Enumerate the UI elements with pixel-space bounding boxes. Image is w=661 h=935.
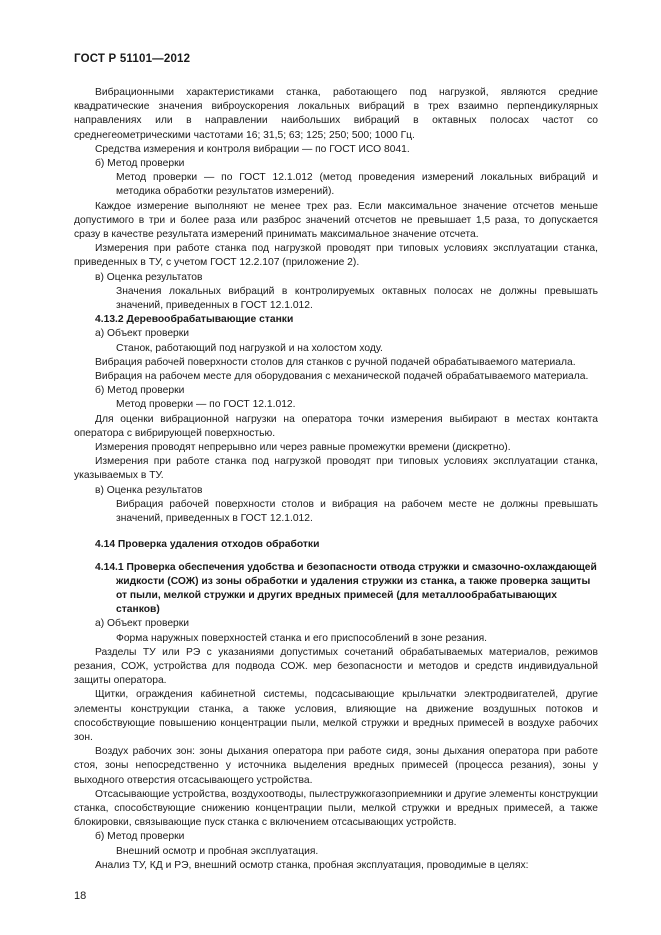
paragraph: Каждое измерение выполняют не менее трех раз. Если максимальное значение отсчетов меньше допустимого в три и более раза или разброс значений отсчетов не превышает 1,5 раза, то допускается сразу в качестве результата измерений принимать максимальное значение отсчета. [74,200,598,241]
paragraph: Воздух рабочих зон: зоны дыхания оператора при работе сидя, зоны дыхания оператора при работе стоя, зоны непосредственно у источника выделения вредных примесей (процесса резания), зоны у выходного отверстия отсасывающего устройства. [74,746,598,786]
paragraph: Форма наружных поверхностей станка и его приспособлений в зоне резания. [116,632,488,644]
paragraph: Для оценки вибрационной нагрузки на оператора точки измерения выбирают в местах контакта оператора с вибрирующей поверхностью. [74,413,598,439]
list-item: а) Объект проверки [95,618,190,630]
section-heading: 4.14 Проверка удаления отходов обработки [95,539,320,551]
list-item: в) Оценка результатов [95,484,203,496]
paragraph: Анализ ТУ, КД и РЭ, внешний осмотр станка, пробная эксплуатация, проводимые в целях: [95,859,529,871]
paragraph: Значения локальных вибраций в контролируемых октавных полосах не должны превышать значений, приведенных в ГОСТ 12.1.012. [116,285,598,312]
list-item: в) Оценка результатов [95,271,203,283]
paragraph: Измерения при работе станка под нагрузкой проводят при типовых условиях эксплуатации станка, указываемых в ТУ. [74,456,598,482]
paragraph: Отсасывающие устройства, воздухоотводы, пылестружкогазоприемники и другие элементы конструкции станка, способствующие снижению концентрации пыли, мелкой стружки и вредных примесей, а также блокировки, связывающие пуск станка с включением отсасывающих устройств. [74,788,598,829]
list-item: б) Метод проверки [95,831,185,843]
document-body [74,86,598,873]
page-number: 18 [74,890,87,902]
paragraph: Метод проверки — по ГОСТ 12.1.012 (метод проведения измерений локальных вибраций и методика обработки результатов измерений). [116,172,598,198]
paragraph: Щитки, ограждения кабинетной системы, подсасывающие крыльчатки электродвигателей, другие элементы конструкции станка, а также условия, влияющие на движение воздушных потоков и способствующие повышению концентрации пыли, мелкой стружки и вредных примесей в воздухе рабочих зон. [74,689,598,743]
page-header: ГОСТ Р 51101—2012 [74,53,191,65]
list-item: б) Метод проверки [95,385,185,397]
paragraph: Вибрация рабочей поверхности столов и вибрация на рабочем месте не должны превышать значений, приведенных в ГОСТ 12.1.012. [116,498,598,525]
paragraph: Вибрационными характеристиками станка, работающего под нагрузкой, являются средние квадратические значения виброускорения локальных вибраций в трех взаимно перпендикулярных направлениях или в направлении наибольших вибраций в октавных полосах частот со среднегеометрическими частотами 16; 31,5; 63; 125; 250; 500; 1000 Гц. [74,87,598,141]
list-item: а) Объект проверки [95,328,190,340]
section-heading: 4.13.2 Деревообрабатывающие станки [95,314,294,326]
paragraph: Вибрация рабочей поверхности столов для станков с ручной подачей обрабатываемого материала. [95,356,576,368]
paragraph: Станок, работающий под нагрузкой и на холостом ходу. [116,342,383,354]
list-item: б) Метод проверки [95,158,185,170]
paragraph: Измерения проводят непрерывно или через равные промежутки времени (дискретно). [95,442,511,454]
subsection-heading: 4.14.1 Проверка обеспечения удобства и безопасности отвода стружки и смазочно-охлаждающей жидкости (СОЖ) из зоны обработки и удаления стружки из станка, а также проверка защиты от пыли, мелкой стружки и других вредных примесей (для металлообрабатывающих станков) [95,561,597,616]
paragraph: Средства измерения и контроля вибрации — по ГОСТ ИСО 8041. [95,143,410,155]
paragraph: Внешний осмотр и пробная эксплуатация. [116,845,319,857]
paragraph: Метод проверки — по ГОСТ 12.1.012. [116,399,296,411]
paragraph: Измерения при работе станка под нагрузкой проводят при типовых условиях эксплуатации станка, приведенных в ТУ, с учетом ГОСТ 12.2.107 (приложение 2). [74,243,598,269]
paragraph: Вибрация на рабочем месте для оборудования с механической подачей обрабатываемого материала. [95,371,589,383]
paragraph: Разделы ТУ или РЭ с указаниями допустимых сочетаний обрабатываемых материалов, режимов резания, СОЖ, устройства для подвода СОЖ. мер безопасности и методов и средств индивидуальной защиты оператора. [74,646,598,687]
